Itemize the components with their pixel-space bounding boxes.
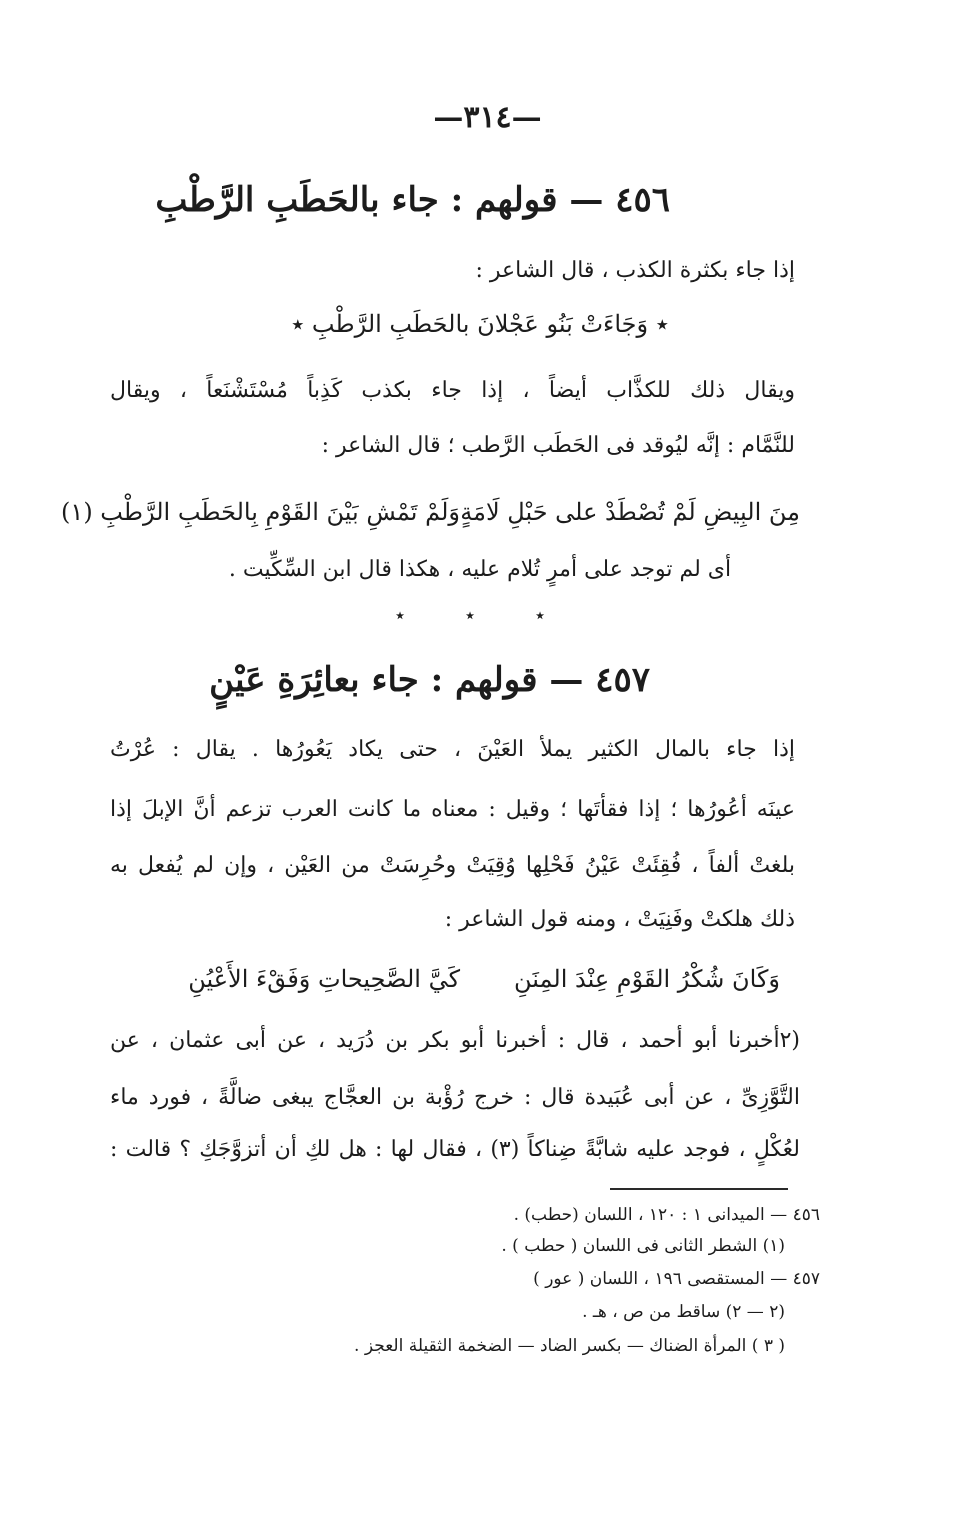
entry-456-line-1: إذا جاء بكثرة الكذب ، قال الشاعر :: [475, 258, 795, 283]
footnote-2: (٢ — ٢) ساقط من ص ، هـ .: [582, 1302, 785, 1322]
section-separator: [380, 600, 560, 630]
footnote-1: (١) الشطر الثانى فى اللسان ( حطب ) .: [501, 1236, 785, 1256]
footnote-457: ٤٥٧ — المستقصى ١٩٦ ، اللسان ( عور ): [533, 1269, 820, 1289]
entry-457-line-3: بلغتْ ألفاً ، فُقِئَتْ عَيْنُ فَحْلِها وُقِيَتْ وحُرِسَتْ من العَيْن ، وإن لم يُفعل به: [110, 853, 795, 878]
star-icon: ٭: [395, 604, 405, 626]
entry-457-verse-right: وَكَانَ شُكْرُ القَوْمِ عِنْدَ المِنَنِ: [514, 965, 780, 993]
footnote-divider: [610, 1188, 788, 1190]
footnote-3: ( ٣ ) المرأة الضناك — بكسر الضاد — الضخمة الثقيلة العجز .: [354, 1336, 785, 1356]
star-icon: ٭: [465, 604, 475, 626]
entry-457-line-4: ذلك هلكتْ وفَنِيَتْ ، ومنه قول الشاعر :: [444, 907, 795, 932]
entry-456-line-3: للنَّمَّام : إنَّه ليُوقد فى الحَطَب الرَّطب ؛ قال الشاعر :: [321, 433, 795, 458]
entry-457-line-1: إذا جاء بالمال الكثير يملأ العَيْنَ ، حتى يكاد يَعُورُها . يقال : عُرْتُ: [110, 737, 795, 762]
page-number: —٣١٤—: [433, 100, 542, 135]
entry-457-line-6: التَّوَّزِىِّ ، عن أبى عُبَيدة قال : خرج رُؤْبة بن العجَّاج يبغى ضالَّةً ، فورد ماء: [110, 1085, 800, 1110]
entry-457-line-5: (٢أخبرنا أبو أحمد ، قال : أخبرنا أبو بكر بن دُرَيد ، عن أبى عثمان ، عن: [110, 1028, 800, 1053]
entry-456-heading: ٤٥٦ — قولهم : جاء بالحَطَبِ الرَّطْبِ: [155, 180, 670, 220]
entry-456-verse-1: ٭ وَجَاءَتْ بَنُو عَجْلانَ بالحَطَبِ الرَّطْبِ ٭: [291, 310, 669, 338]
entry-457-heading: ٤٥٧ — قولهم : جاء بعائِرَةِ عَيْنٍ: [209, 660, 650, 700]
footnote-456: ٤٥٦ — الميدانى ١ : ١٢٠ ، اللسان (حطب) .: [513, 1205, 820, 1225]
entry-456-closing-line: أى لم توجد على أمرٍ تُلام عليه ، هكذا قال ابن السِّكِّيت .: [228, 557, 732, 582]
entry-456-line-2: ويقال ذلك للكذَّاب أيضاً ، إذا جاء بكذب كَذِباً مُسْتَشْنَعاً ، ويقال: [110, 378, 795, 403]
star-icon: ٭: [535, 604, 545, 626]
entry-456-verse-left: وَلَمْ تَمْشِ بَيْنَ القَوْمِ بِالحَطَبِ الرَّطْبِ (١): [61, 498, 460, 526]
entry-457-verse-left: كَيَّ الصَّحِيحاتِ وَفَقْءَ الأَعْيُنِ: [188, 965, 460, 993]
entry-457-line-7: لعُكْلٍ ، فوجد عليه شابَّةً ضِناكاً (٣) ، فقال لها : هل لكِ أن أتزوَّجَكِ ؟ قالت :: [110, 1137, 800, 1162]
entry-457-line-2: عينَه أعُورُها ؛ إذا فقأتَها ؛ وقيل : معناه ما كانت العرب تزعم أنَّ الإبلَ إذا: [110, 797, 795, 822]
entry-456-verse-right: مِنَ البِيضِ لَمْ تُصْطَدْ على حَبْلِ لَامَةٍ: [460, 498, 800, 526]
